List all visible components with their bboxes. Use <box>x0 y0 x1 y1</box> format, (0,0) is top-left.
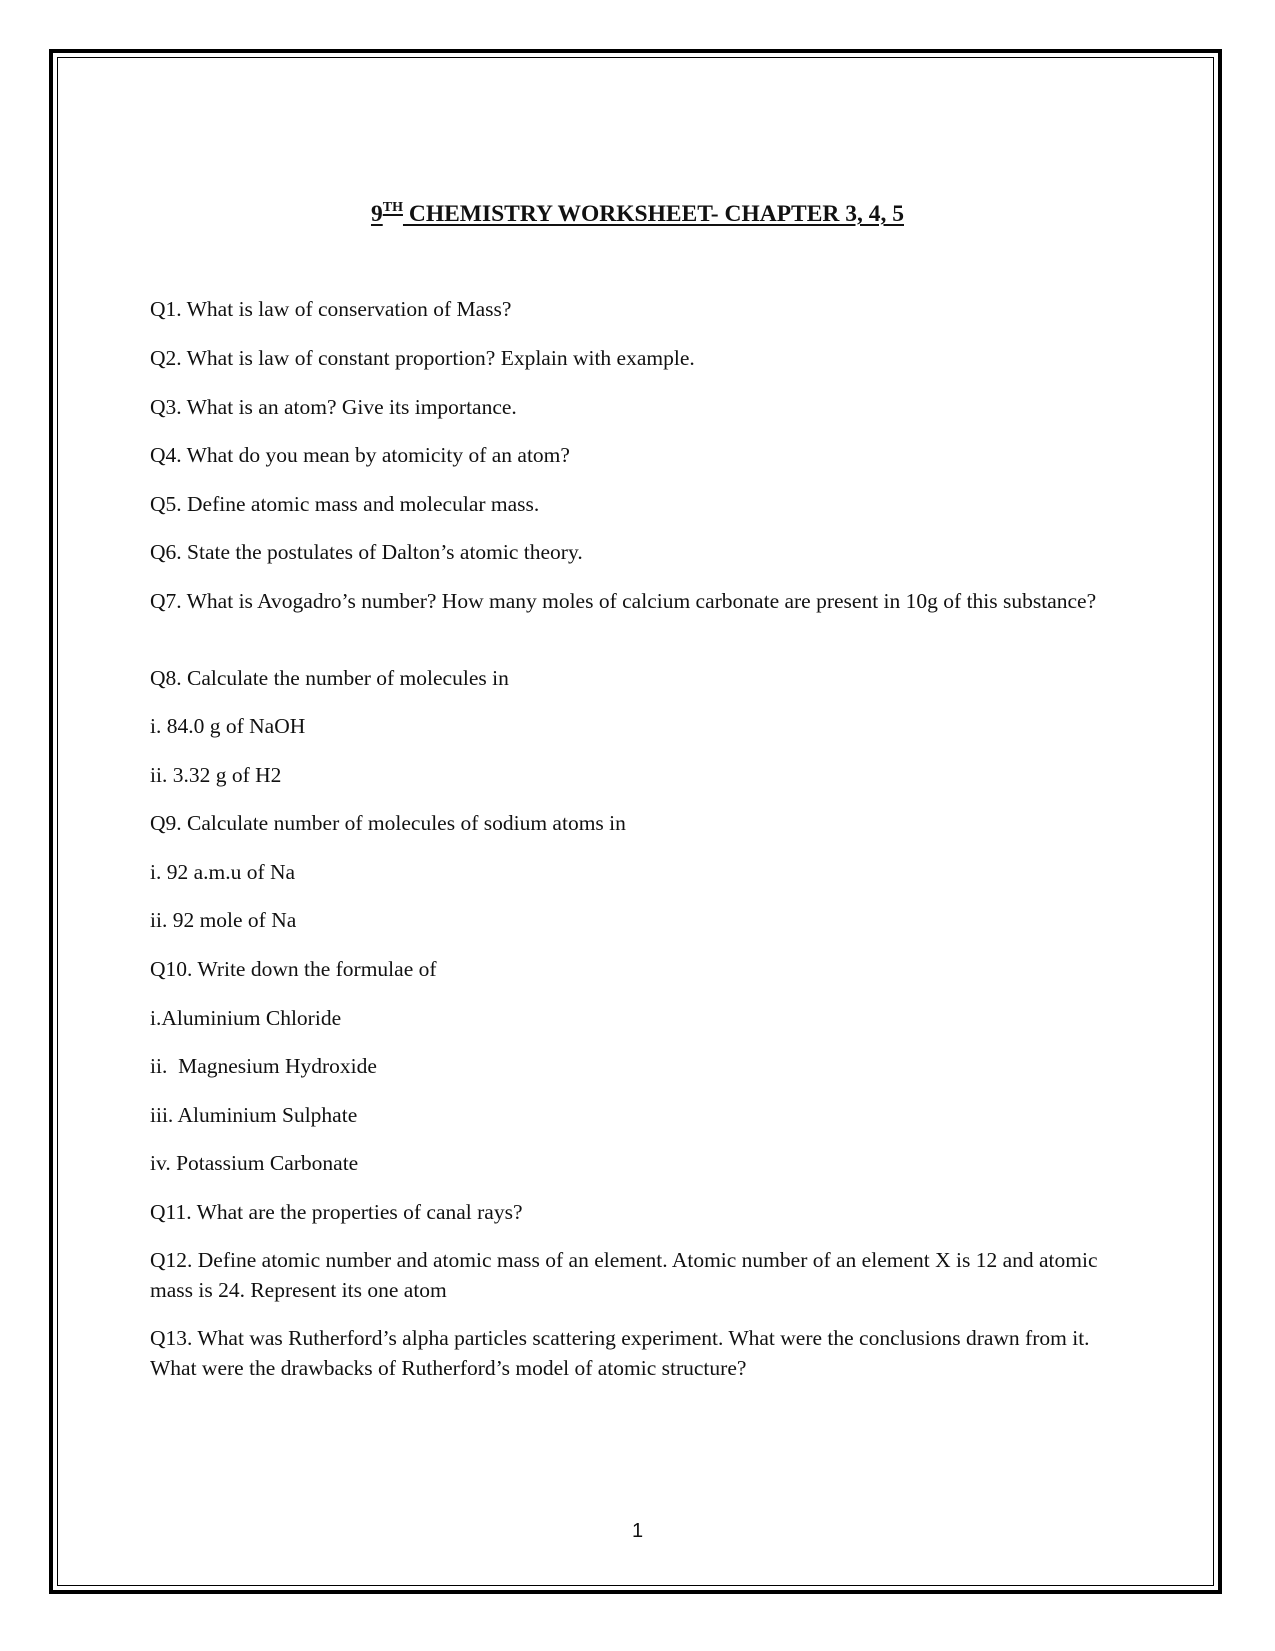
title-grade-superscript: TH <box>382 200 403 215</box>
question-8: Q8. Calculate the number of molecules in <box>150 666 509 690</box>
worksheet-title <box>0 199 1275 229</box>
question-10-part-iii: iii. Aluminium Sulphate <box>150 1103 358 1127</box>
question-10-part-ii: ii. Magnesium Hydroxide <box>150 1054 377 1078</box>
question-6: Q6. State the postulates of Dalton’s atomic theory. <box>150 540 583 564</box>
question-3: Q3. What is an atom? Give its importance. <box>150 395 517 419</box>
question-13: Q13. What was Rutherford’s alpha particles scattering experiment. What were the conclusions drawn from it. What were the drawbacks of Rutherford’s model of atomic structure? <box>150 1326 1090 1380</box>
question-10: Q10. Write down the formulae of <box>150 957 437 981</box>
question-9-part-i: i. 92 a.m.u of Na <box>150 860 296 884</box>
question-9: Q9. Calculate number of molecules of sodium atoms in <box>150 811 626 835</box>
question-5: Q5. Define atomic mass and molecular mass. <box>150 492 540 516</box>
question-2: Q2. What is law of constant proportion? Explain with example. <box>150 346 695 370</box>
question-4: Q4. What do you mean by atomicity of an atom? <box>150 443 570 467</box>
question-1: Q1. What is law of conservation of Mass? <box>150 297 512 321</box>
question-10-part-i: i.Aluminium Chloride <box>150 1006 342 1030</box>
question-12: Q12. Define atomic number and atomic mass of an element. Atomic number of an element X is 12 and atomic mass is 24. Represent its one atom <box>150 1248 1098 1302</box>
question-8-part-ii: ii. 3.32 g of H2 <box>150 763 282 787</box>
question-7: Q7. What is Avogadro’s number? How many moles of calcium carbonate are present in 10g of this substance? <box>150 589 1097 613</box>
question-10-part-iv: iv. Potassium Carbonate <box>150 1151 359 1175</box>
question-11: Q11. What are the properties of canal rays? <box>150 1200 523 1224</box>
question-8-part-i: i. 84.0 g of NaOH <box>150 714 306 738</box>
page-number: 1 <box>631 1520 644 1542</box>
title-text: CHEMISTRY WORKSHEET- CHAPTER 3, 4, 5 <box>402 201 904 227</box>
question-9-part-ii: ii. 92 mole of Na <box>150 908 297 932</box>
title-grade-number: 9 <box>370 201 383 227</box>
